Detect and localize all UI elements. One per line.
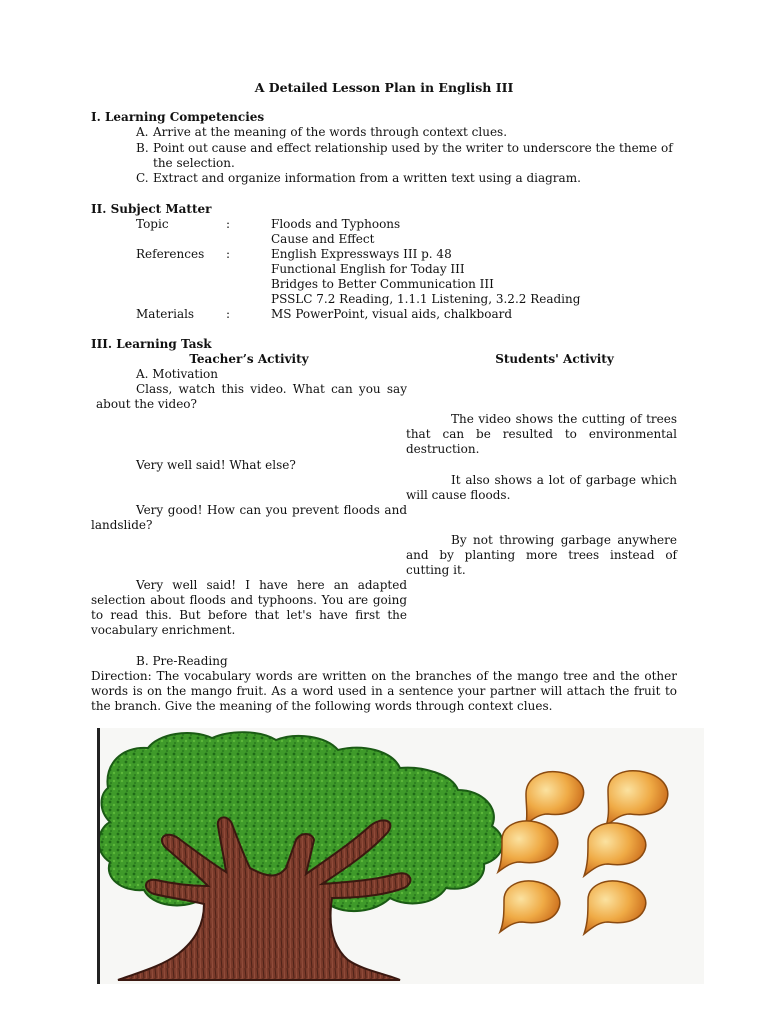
teacher-prompt-4: Very well said! I have here an adapted selection about floods and typhoons. You are going to read this. But before that let's have first the vocabulary enrichment. [91,578,407,637]
prereading-label: B. Pre-Reading [136,654,228,668]
competencies-heading: I. Learning Competencies [91,110,265,124]
reference-3: Bridges to Better Communication III [271,277,494,291]
student-response-2: It also shows a lot of garbage which will cause floods. [406,473,677,502]
subject-heading: II. Subject Matter [91,202,212,216]
mango-tree-drawing [100,728,704,984]
competency-b-text: Point out cause and effect relationship used by the writer to underscore the theme of [153,141,673,155]
competency-b-cont: the selection. [153,156,235,170]
student-response-1: The video shows the cutting of trees that can be resulted to environmental destruction. [406,412,677,456]
page-title: A Detailed Lesson Plan in English III [254,80,514,95]
mango-fruit-4 [584,823,646,876]
materials-colon: : [226,307,231,321]
reference-2: Functional English for Today III [271,262,465,276]
student-response-3: By not throwing garbage anywhere and by planting more trees instead of cutting it. [406,533,677,577]
reference-4: PSSLC 7.2 Reading, 1.1.1 Listening, 3.2.2 Reading [271,292,581,306]
competency-b-letter: B. [136,141,149,155]
mango-fruit-1 [526,772,584,824]
teacher-activity-heading: Teacher’s Activity [189,352,309,366]
competency-a-text: Arrive at the meaning of the words through context clues. [153,125,508,139]
materials-label: Materials [136,307,195,321]
task-heading: III. Learning Task [91,337,212,351]
mango-fruits [498,771,668,934]
reference-1: English Expressways III p. 48 [271,247,452,261]
teacher-prompt-1: Class, watch this video. What can you say about the video? [96,382,407,411]
student-activity-heading: Students' Activity [495,352,614,366]
references-colon: : [226,247,231,261]
mango-fruit-3 [498,821,558,872]
motivation-label: A. Motivation [136,367,219,381]
topic-colon: : [226,217,231,231]
mango-tree-illustration [97,728,704,984]
prereading-direction: Direction: The vocabulary words are written on the branches of the mango tree and the other words is on the mango fruit. As a word used in a sentence your partner will attach the fruit to the branch. Give the meaning of the following words through context clues. [91,669,677,713]
teacher-prompt-2: Very well said! What else? [136,458,296,472]
materials-value: MS PowerPoint, visual aids, chalkboard [271,307,513,321]
mango-fruit-5 [500,881,560,932]
references-label: References [136,247,205,261]
topic-line-2: Cause and Effect [271,232,375,246]
competency-c-text: Extract and organize information from a written text using a diagram. [153,171,581,185]
topic-line-1: Floods and Typhoons [271,217,401,231]
competency-a-letter: A. [136,125,149,139]
mango-fruit-6 [584,881,646,934]
topic-label: Topic [136,217,169,231]
competency-c-letter: C. [136,171,149,185]
mango-fruit-2 [606,771,668,826]
teacher-prompt-3: Very good! How can you prevent floods and landslide? [91,503,407,532]
